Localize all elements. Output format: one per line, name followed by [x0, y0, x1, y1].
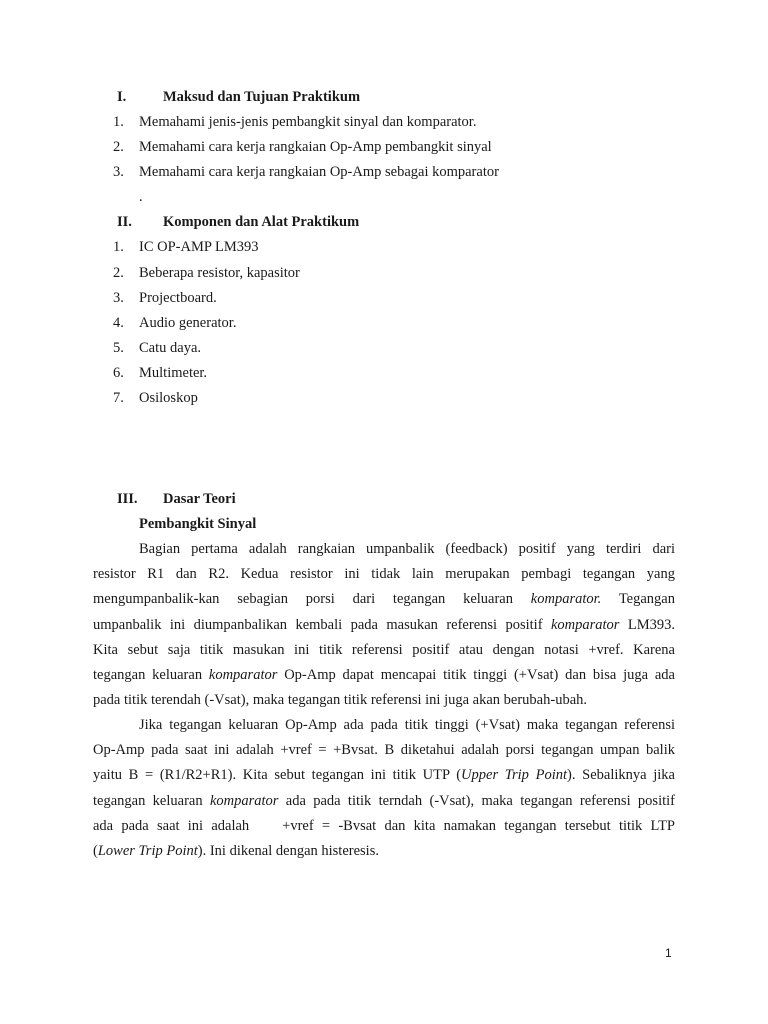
paragraph-line	[93, 613, 675, 638]
list-number: 2.	[113, 265, 124, 281]
dot-text: .	[139, 189, 143, 205]
list-number: 1.	[113, 239, 124, 255]
paragraph-line: pada titik terendah (-Vsat), maka tegangan titik referensi ini juga akan berubah-ubah.	[93, 692, 588, 709]
list-number: 2.	[113, 139, 124, 155]
paragraph-2	[93, 713, 675, 864]
section-number: II.	[117, 214, 132, 230]
list-number: 4.	[113, 315, 124, 331]
paragraph-line	[93, 663, 675, 688]
list-number: 6.	[113, 365, 124, 381]
text-run: yaitu B = (R1/R2+R1). Kita sebut tegangan ini titik UTP (	[93, 767, 462, 784]
list-number: 7.	[113, 390, 124, 406]
list-number: 3.	[113, 290, 124, 306]
section-number: III.	[117, 491, 138, 507]
section-title: Dasar Teori	[163, 491, 236, 507]
text-run: ada pada titik terndah (-Vsat), maka tegangan referensi positif	[278, 792, 675, 809]
paragraph-line	[93, 587, 675, 612]
list-text: Catu daya.	[139, 340, 202, 356]
section-title: Maksud dan Tujuan Praktikum	[163, 89, 361, 105]
list-text: Memahami cara kerja rangkaian Op-Amp pembangkit sinyal	[139, 139, 492, 155]
italic-term: Upper Trip Point	[461, 767, 568, 784]
text-run: tegangan keluaran	[93, 792, 210, 809]
list-number: 3.	[113, 164, 124, 180]
section-number: I.	[117, 89, 127, 105]
paragraph-1	[93, 537, 675, 713]
section-title: Komponen dan Alat Praktikum	[163, 214, 360, 230]
list-number: 1.	[113, 114, 124, 130]
italic-term: komparator	[209, 792, 279, 809]
paragraph-line: ada pada saat ini adalah +vref = -Bvsat dan kita namakan tegangan tersebut titik LTP	[93, 817, 675, 834]
paragraph-line: Kita sebut saja titik masukan ini titik referensi positif atau dengan notasi +vref. Karena	[93, 641, 675, 658]
page-number: 1	[665, 946, 672, 960]
list-text: Memahami jenis-jenis pembangkit sinyal dan komparator.	[139, 114, 477, 130]
text-run: (	[93, 843, 98, 860]
list-text: Osiloskop	[139, 390, 198, 406]
paragraph-line: resistor R1 dan R2. Kedua resistor ini tidak lain merupakan pembagi tegangan yang	[93, 566, 675, 583]
text-run: ). Ini dikenal dengan histeresis.	[197, 843, 379, 860]
text-run: Tegangan	[601, 591, 675, 608]
italic-term: komparator	[208, 667, 278, 684]
list-text: Multimeter.	[139, 365, 208, 381]
paragraph-line	[93, 839, 675, 864]
italic-term: Lower Trip Point	[97, 843, 198, 860]
text-run: Op-Amp dapat mencapai titik tinggi (+Vsat) dan bisa juga ada	[277, 667, 675, 684]
list-text: Memahami cara kerja rangkaian Op-Amp sebagai komparator	[139, 164, 499, 180]
text-run: ). Sebaliknya jika	[567, 767, 675, 784]
list-text: IC OP-AMP LM393	[139, 239, 259, 255]
italic-term: komparator	[550, 616, 620, 633]
text-run: tegangan keluaran	[93, 667, 209, 684]
paragraph-line: Jika tegangan keluaran Op-Amp ada pada titik tinggi (+Vsat) maka tegangan referensi	[139, 717, 675, 733]
list-text: Beberapa resistor, kapasitor	[139, 265, 300, 281]
italic-term: komparator.	[530, 591, 602, 608]
paragraph-line	[93, 789, 675, 814]
list-text: Projectboard.	[139, 290, 217, 306]
text-run: LM393.	[619, 616, 675, 633]
subsection-title: Pembangkit Sinyal	[139, 516, 257, 532]
text-run: mengumpanbalik-kan sebagian porsi dari tegangan keluaran	[93, 591, 531, 608]
list-number: 5.	[113, 340, 124, 356]
paragraph-line: Bagian pertama adalah rangkaian umpanbalik (feedback) positif yang terdiri dari	[139, 541, 675, 557]
list-text: Audio generator.	[139, 315, 237, 331]
text-run: umpanbalik ini diumpanbalikan kembali pada masukan referensi positif	[93, 616, 551, 633]
paragraph-line	[93, 763, 675, 788]
paragraph-line: Op-Amp pada saat ini adalah +vref = +Bvsat. B diketahui adalah porsi tegangan umpan balik	[93, 742, 675, 759]
